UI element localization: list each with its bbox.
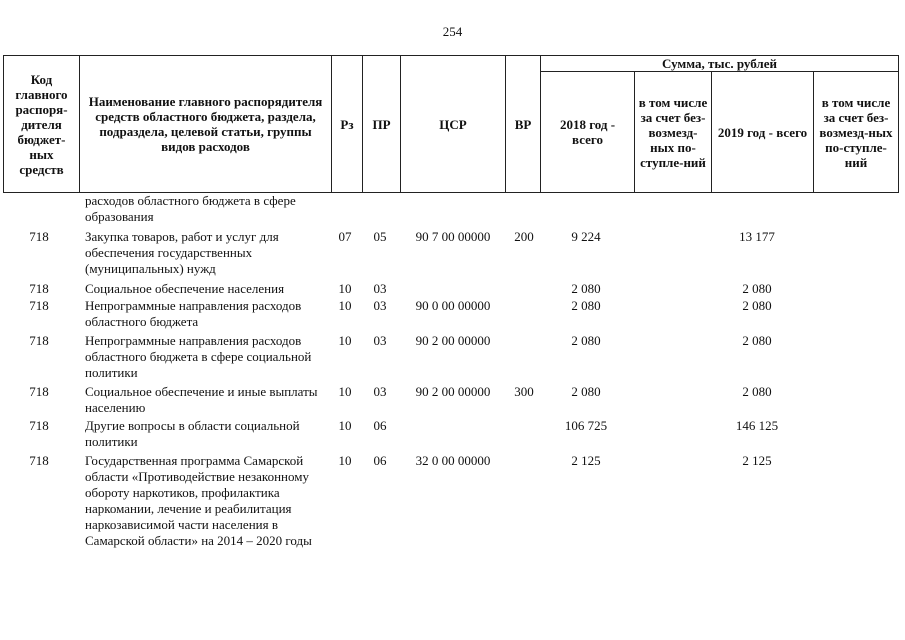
cell-csr: 90 7 00 00000	[415, 229, 491, 244]
cell-csr: 90 2 00 00000	[415, 333, 491, 348]
header-sum-title: Сумма, тыс. рублей	[541, 56, 898, 72]
cell-2018: 2 080	[571, 333, 601, 348]
cell-code: 718	[29, 333, 49, 348]
cell-pr: 05	[373, 229, 387, 244]
header-code: Код главного распоря-дителя бюджет-ных средств	[4, 56, 80, 192]
header-csr: ЦСР	[401, 56, 506, 192]
cell-name: Социальное обеспечение и иные выплаты населению	[85, 384, 318, 415]
cell-2018: 106 725	[564, 418, 608, 433]
cell-name: Социальное обеспечение населения	[85, 281, 285, 296]
cell-name: Непрограммные направления расходов областного бюджета в сфере социальной политики	[85, 333, 312, 380]
cell-2019: 2 080	[742, 281, 772, 296]
header-name: Наименование главного распорядителя средств областного бюджета, раздела, подраздела, целевой статьи, группы видов расходов	[80, 56, 332, 192]
header-rz: Рз	[332, 56, 363, 192]
header-2019-total: 2019 год - всего	[712, 72, 814, 192]
cell-csr: 32 0 00 00000	[415, 453, 491, 468]
cell-pr: 03	[373, 333, 387, 348]
cell-rz: 07	[338, 229, 352, 244]
cell-code: 718	[29, 229, 49, 244]
cell-name: Непрограммные направления расходов областного бюджета	[85, 298, 302, 329]
cell-vr: 300	[514, 384, 534, 399]
cell-2019: 2 080	[742, 333, 772, 348]
header-pr: ПР	[363, 56, 401, 192]
cell-rz: 10	[338, 298, 352, 313]
cell-rz: 10	[338, 418, 352, 433]
cell-rz: 10	[338, 384, 352, 399]
cell-2019: 2 080	[742, 298, 772, 313]
cell-2018: 9 224	[571, 229, 601, 244]
row-continuation: расходов областного бюджета в сфере образования	[85, 193, 296, 224]
cell-pr: 06	[373, 453, 387, 468]
header-2018-free: в том числе за счет без-возмезд-ных по-ступле-ний	[635, 72, 712, 192]
cell-name: Закупка товаров, работ и услуг для обеспечения государственных (муниципальных) нужд	[85, 229, 279, 276]
cell-2018: 2 080	[571, 384, 601, 399]
cell-rz: 10	[338, 453, 352, 468]
cell-code: 718	[29, 453, 49, 468]
cell-code: 718	[29, 298, 49, 313]
cell-pr: 06	[373, 418, 387, 433]
cell-pr: 03	[373, 281, 387, 296]
header-2019-free: в том числе за счет без-возмезд-ных по-ступле-ний	[819, 94, 893, 170]
cell-vr: 200	[514, 229, 534, 244]
cell-csr: 90 0 00 00000	[415, 298, 491, 313]
cell-2018: 2 080	[571, 281, 601, 296]
cell-name: Другие вопросы в области социальной политики	[85, 418, 300, 449]
table-header	[3, 55, 899, 193]
cell-pr: 03	[373, 384, 387, 399]
cell-2019: 2 080	[742, 384, 772, 399]
cell-2018: 2 125	[571, 453, 601, 468]
page-number: 254	[442, 24, 463, 39]
cell-2019: 13 177	[739, 229, 775, 244]
cell-code: 718	[29, 281, 49, 296]
cell-rz: 10	[338, 333, 352, 348]
cell-2019: 146 125	[735, 418, 779, 433]
cell-2019: 2 125	[742, 453, 772, 468]
header-2018-total: 2018 год - всего	[541, 72, 635, 192]
cell-code: 718	[29, 418, 49, 433]
cell-code: 718	[29, 384, 49, 399]
cell-2018: 2 080	[571, 298, 601, 313]
cell-rz: 10	[338, 281, 352, 296]
cell-name: Государственная программа Самарской области «Противодействие незаконному обороту наркотиков, профилактика наркомании, лечение и реабилитация наркозависимой части населения в Самарской области» на 2014 – 2020 годы	[85, 453, 312, 548]
cell-csr: 90 2 00 00000	[415, 384, 491, 399]
header-vr: ВР	[506, 56, 541, 192]
cell-pr: 03	[373, 298, 387, 313]
